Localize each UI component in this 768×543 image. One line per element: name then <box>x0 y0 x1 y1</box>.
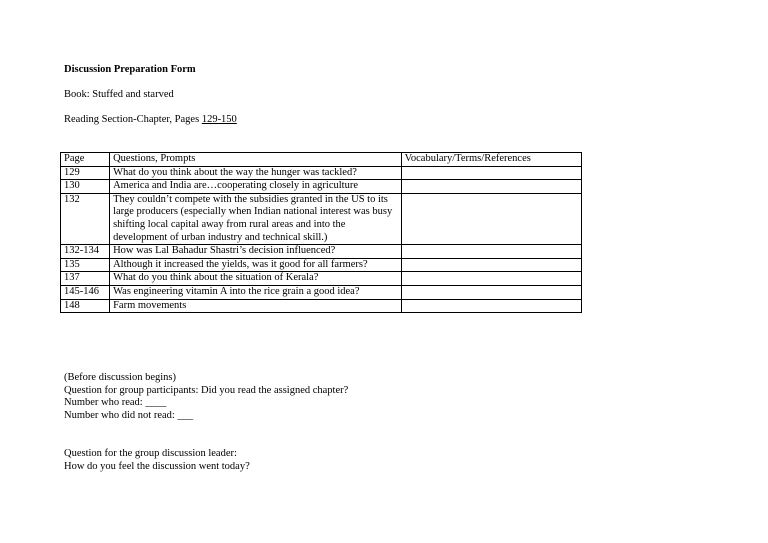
row-vocab <box>401 299 581 313</box>
reading-section-line <box>64 114 237 125</box>
row-page: 137 <box>61 272 110 286</box>
row-vocab <box>401 245 581 259</box>
row-prompt: America and India are…cooperating closely in agriculture <box>110 180 402 194</box>
row-vocab <box>401 272 581 286</box>
row-page: 145-146 <box>61 285 110 299</box>
table-row <box>61 285 582 299</box>
number-not-read-line: Number who did not read: ___ <box>64 409 194 421</box>
row-prompt: What do you think about the situation of Kerala? <box>110 272 402 286</box>
discussion-table-body <box>61 153 582 313</box>
table-row <box>61 258 582 272</box>
row-prompt: How was Lal Bahadur Shastri’s decision influenced? <box>110 245 402 259</box>
row-prompt: Was engineering vitamin A into the rice grain a good idea? <box>110 285 402 299</box>
header-page: Page <box>61 153 110 167</box>
row-vocab <box>401 180 581 194</box>
header-vocabulary: Vocabulary/Terms/References <box>401 153 581 167</box>
before-discussion-heading: (Before discussion begins) <box>64 372 176 383</box>
reading-label: Reading Section-Chapter, Pages <box>64 114 202 125</box>
form-title: Discussion Preparation Form <box>64 64 196 75</box>
row-page: 135 <box>61 258 110 272</box>
table-row <box>61 299 582 313</box>
leader-section <box>64 448 250 473</box>
book-line: Book: Stuffed and starved <box>64 89 174 100</box>
participants-question: Question for group participants: Did you read the assigned chapter? <box>64 384 349 396</box>
table-row <box>61 245 582 259</box>
number-read-line: Number who read: ____ <box>64 397 167 409</box>
row-prompt: What do you think about the way the hunger was tackled? <box>110 166 402 180</box>
discussion-table <box>60 152 582 313</box>
before-discussion-section <box>64 372 348 422</box>
leader-heading: Question for the group discussion leader: <box>64 448 237 459</box>
table-row <box>61 166 582 180</box>
table-row <box>61 272 582 286</box>
row-prompt: Farm movements <box>110 299 402 313</box>
row-prompt: They couldn’t compete with the subsidies granted in the US to its large producers (especially when Indian national interest was busy shifting local capital away from rural areas and into the development of urban industry and technical skill.) <box>110 193 402 244</box>
table-row <box>61 180 582 194</box>
reading-pages: 129-150 <box>201 114 237 125</box>
leader-question: How do you feel the discussion went today? <box>64 460 250 472</box>
row-page: 132 <box>61 193 110 244</box>
table-header-row <box>61 153 582 167</box>
table-row <box>61 193 582 244</box>
row-page: 148 <box>61 299 110 313</box>
row-vocab <box>401 166 581 180</box>
row-page: 132-134 <box>61 245 110 259</box>
row-vocab <box>401 258 581 272</box>
row-page: 129 <box>61 166 110 180</box>
row-prompt: Although it increased the yields, was it good for all farmers? <box>110 258 402 272</box>
row-vocab <box>401 193 581 244</box>
row-vocab <box>401 285 581 299</box>
row-page: 130 <box>61 180 110 194</box>
header-questions: Questions, Prompts <box>110 153 402 167</box>
